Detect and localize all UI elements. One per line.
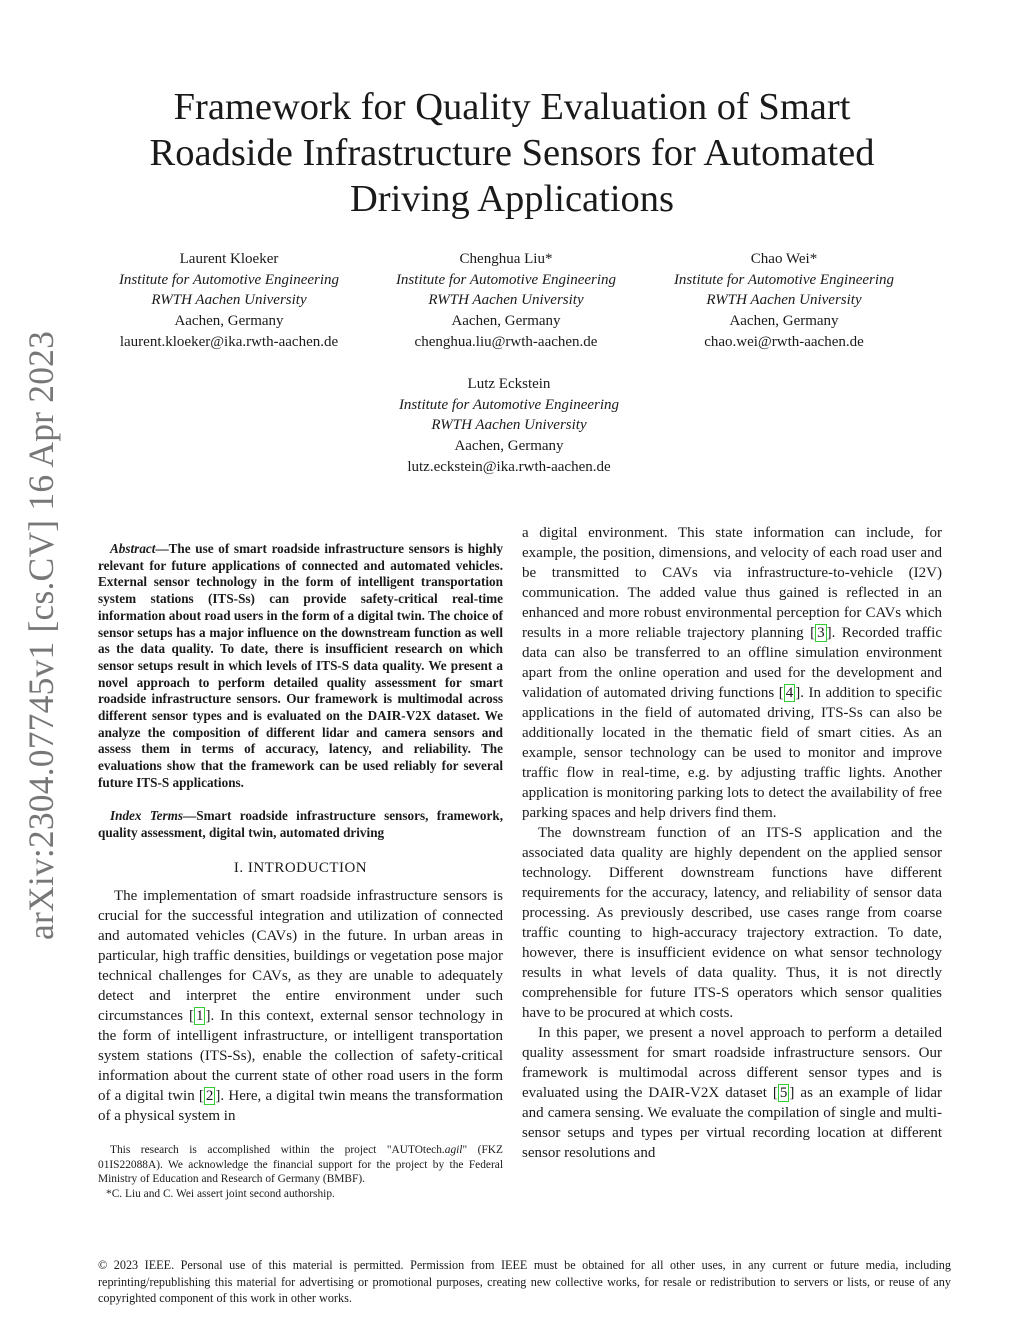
author-university: RWTH Aachen University (428, 292, 584, 309)
index-terms-label: Index Terms (110, 808, 184, 823)
paragraph-text: as an example of lidar and camera sensing. We evaluate the compilation of single and multi-sensor setups and types per virtual recording location at different sensor resolutions and (522, 1085, 942, 1161)
citation-link[interactable]: 1 (195, 1008, 204, 1024)
footnote-text: This research is accomplished within the project "AUTOtech. (110, 1144, 445, 1156)
footnote-project-name: agil (444, 1144, 463, 1156)
left-column-body (98, 886, 503, 1126)
paragraph-text: . Here, a digital twin means the transformation of a physical system in (98, 1088, 504, 1124)
authorship-footnote: *C. Liu and C. Wei assert joint second authorship. (106, 1187, 335, 1200)
abstract-label: Abstract (110, 541, 156, 556)
author-block (89, 249, 369, 353)
author-email: chenghua.liu@rwth-aachen.de (414, 333, 598, 350)
paragraph-text: . In this context, external sensor technology in the form of intelligent infrastructure, or intelligent transportation system stations (ITS-Ss), enable the collection of safety-critical information about the current state of other road users in the form of a digital twin (98, 1008, 503, 1104)
author-university: RWTH Aachen University (706, 292, 862, 309)
paragraph-text: The implementation of smart roadside infrastructure sensors is crucial for the successful integration and utilization of connected and automated vehicles (CAVs) in the future. In urban areas in particular, high traffic densities, buildings or vegetation pose major technical challenges for CAVs, as they are unable to adequately detect and interpret the entire environment under such circumstances (98, 888, 503, 1024)
footnote-text: " (FKZ 01IS22088A). We acknowledge the financial support for the project by the Federal Ministry of Education and Research of Germany (BMBF). (98, 1144, 503, 1185)
paragraph-text: . Recorded traffic data can also be transferred to an offline simulation environment apart from the online operation and used for the development and validation of automated driving functions (522, 625, 942, 701)
author-block (644, 249, 924, 353)
author-block (369, 374, 649, 478)
copyright-notice: © 2023 IEEE. Personal use of this material is permitted. Permission from IEEE must be obtained for all other uses, in any current or future media, including reprinting/republishing this material for advertising or promotional purposes, creating new collective works, for resale or redistribution to servers or lists, or reuse of any copyrighted component of this work in other works. (98, 1258, 951, 1305)
paragraph-text: a digital environment. This state information can include, for example, the position, dimensions, and velocity of each road user and be transmitted to CAVs via infrastructure-to-vehicle (I2V) communication. The added value thus gained is reflected in an enhanced and more robust environmental perception for CAVs which results in a more reliable trajectory planning (522, 525, 942, 641)
citation-link[interactable]: 3 (817, 625, 825, 641)
arxiv-identifier: arXiv:2304.07745v1 [cs.CV] 16 Apr 2023 (21, 330, 61, 940)
author-location: Aachen, Germany (454, 438, 564, 455)
author-location: Aachen, Germany (729, 313, 839, 330)
index-terms-text: —Smart roadside infrastructure sensors, framework, quality assessment, digital twin, automated driving (98, 808, 503, 840)
paragraph-text: . In addition to specific applications in the field of automated driving, ITS-Ss can also be additionally located in the thematic field of smart cities. As an example, sensor technology can be used to monitor and improve traffic flow in real-time, e.g. by adjusting traffic lights. Another application is monitoring parking lots to detect the availability of free parking spaces and help drivers find them. (522, 685, 942, 821)
author-location: Aachen, Germany (174, 313, 284, 330)
abstract (98, 541, 503, 792)
footnote (98, 1143, 503, 1201)
section-heading: I. INTRODUCTION (233, 860, 368, 876)
author-affiliation: Institute for Automotive Engineering (398, 396, 620, 413)
author-name: Lutz Eckstein (467, 376, 551, 392)
author-email: chao.wei@rwth-aachen.de (704, 333, 864, 350)
author-name: Chao Wei* (750, 251, 818, 267)
abstract-text: —The use of smart roadside infrastructure sensors is highly relevant for future applications of connected and automated vehicles. External sensor technology in the form of intelligent transportation system stations (ITS-Ss) can provide safety-critical real-time information about road users in the form of a digital twin. The choice of sensor setups has a major influence on the downstream function as well as the data quality. To date, there is insufficient research on which sensor setups result in which levels of ITS-S data quality. We present a novel approach to perform detailed quality assessment for smart roadside infrastructure sensors. Our framework is multimodal across different sensor types and is evaluated on the DAIR-V2X dataset. We analyze the composition of different lidar and camera sensors and assess them in terms of accuracy, latency, and reliability. The evaluations show that the framework can be used reliably for several future ITS-S applications. (98, 541, 503, 790)
author-affiliation: Institute for Automotive Engineering (673, 271, 895, 288)
paragraph: a digital environment. This state information can include, for example, the position, dimensions, and velocity of each road user and be transmitted to CAVs via infrastructure-to-vehicle (I2V) communication. The added value thus gained is reflected in an enhanced and more robust environmental perception for CAVs which results in a more reliable trajectory planning [ 3 ]. Recorded traffic data can also be transferred to an offline simulation environment apart from the online operation and used for the development and validation of automated driving functions [ 4 ]. In addition to specific applications in the field of automated driving, ITS-Ss can also be additionally located in the thematic field of smart cities. As an example, sensor technology can be used to monitor and improve traffic flow in real-time, e.g. by adjusting traffic lights. Another application is monitoring parking lots to detect the availability of free parking spaces and help drivers find them. (522, 525, 942, 821)
index-terms (98, 808, 503, 841)
author-affiliation: Institute for Automotive Engineering (395, 271, 617, 288)
paragraph (522, 823, 942, 1023)
citation-link[interactable]: 2 (205, 1088, 214, 1104)
funding-footnote (98, 1143, 503, 1187)
paragraph: The implementation of smart roadside infrastructure sensors is crucial for the successful integration and utilization of connected and automated vehicles (CAVs) in the future. In urban areas in particular, high traffic densities, buildings or vegetation pose major technical challenges for CAVs, as they are unable to adequately detect and interpret the entire environment under such circumstances [ 1 ]. In this context, external sensor technology in the form of intelligent infrastructure, or intelligent transportation system stations (ITS-Ss), enable the collection of safety-critical information about the current state of other road users in the form of a digital twin [ 2 ]. Here, a digital twin means the transformation of a physical system in (98, 888, 504, 1124)
paper-title: Framework for Quality Evaluation of Smart Roadside Infrastructure Sensors for Automated Driving Applications (149, 86, 875, 220)
right-column-body (522, 523, 942, 1163)
author-email: laurent.kloeker@ika.rwth-aachen.de (119, 333, 339, 350)
citation-link[interactable]: 4 (785, 685, 794, 701)
author-name: Laurent Kloeker (179, 251, 279, 267)
paragraph-text: In this paper, we present a novel approach to perform a detailed quality assessment for smart roadside infrastructure sensors. Our framework is multimodal across different sensor types and is evaluated using the DAIR-V2X dataset (522, 1025, 942, 1101)
paragraph: In this paper, we present a novel approach to perform a detailed quality assessment for smart roadside infrastructure sensors. Our framework is multimodal across different sensor types and is evaluated using the DAIR-V2X dataset [ 5 ] as an example of lidar and camera sensing. We evaluate the compilation of single and multi-sensor setups and types per virtual recording location at different sensor resolutions and (522, 1025, 942, 1161)
author-university: RWTH Aachen University (151, 292, 307, 309)
author-block (366, 249, 646, 353)
author-name: Chenghua Liu* (459, 251, 553, 267)
citation-link[interactable]: 5 (779, 1085, 788, 1101)
author-email: lutz.eckstein@ika.rwth-aachen.de (407, 458, 611, 475)
author-affiliation: Institute for Automotive Engineering (118, 271, 340, 288)
author-university: RWTH Aachen University (431, 417, 587, 434)
paragraph-text: The downstream function of an ITS-S application and the associated data quality are highly dependent on the applied sensor technology. Different downstream functions have different requirements for the accuracy, latency, and reliability of sensor data processing. As previously described, use cases range from coarse traffic counting to high-accuracy trajectory extraction. To date, however, there is insufficient evidence on what sensor technology results in what levels of data quality. Thus, it is not directly comprehensible for future ITS-S operators which sensor qualities have to be procured at which costs. (522, 825, 942, 1021)
author-location: Aachen, Germany (451, 313, 561, 330)
